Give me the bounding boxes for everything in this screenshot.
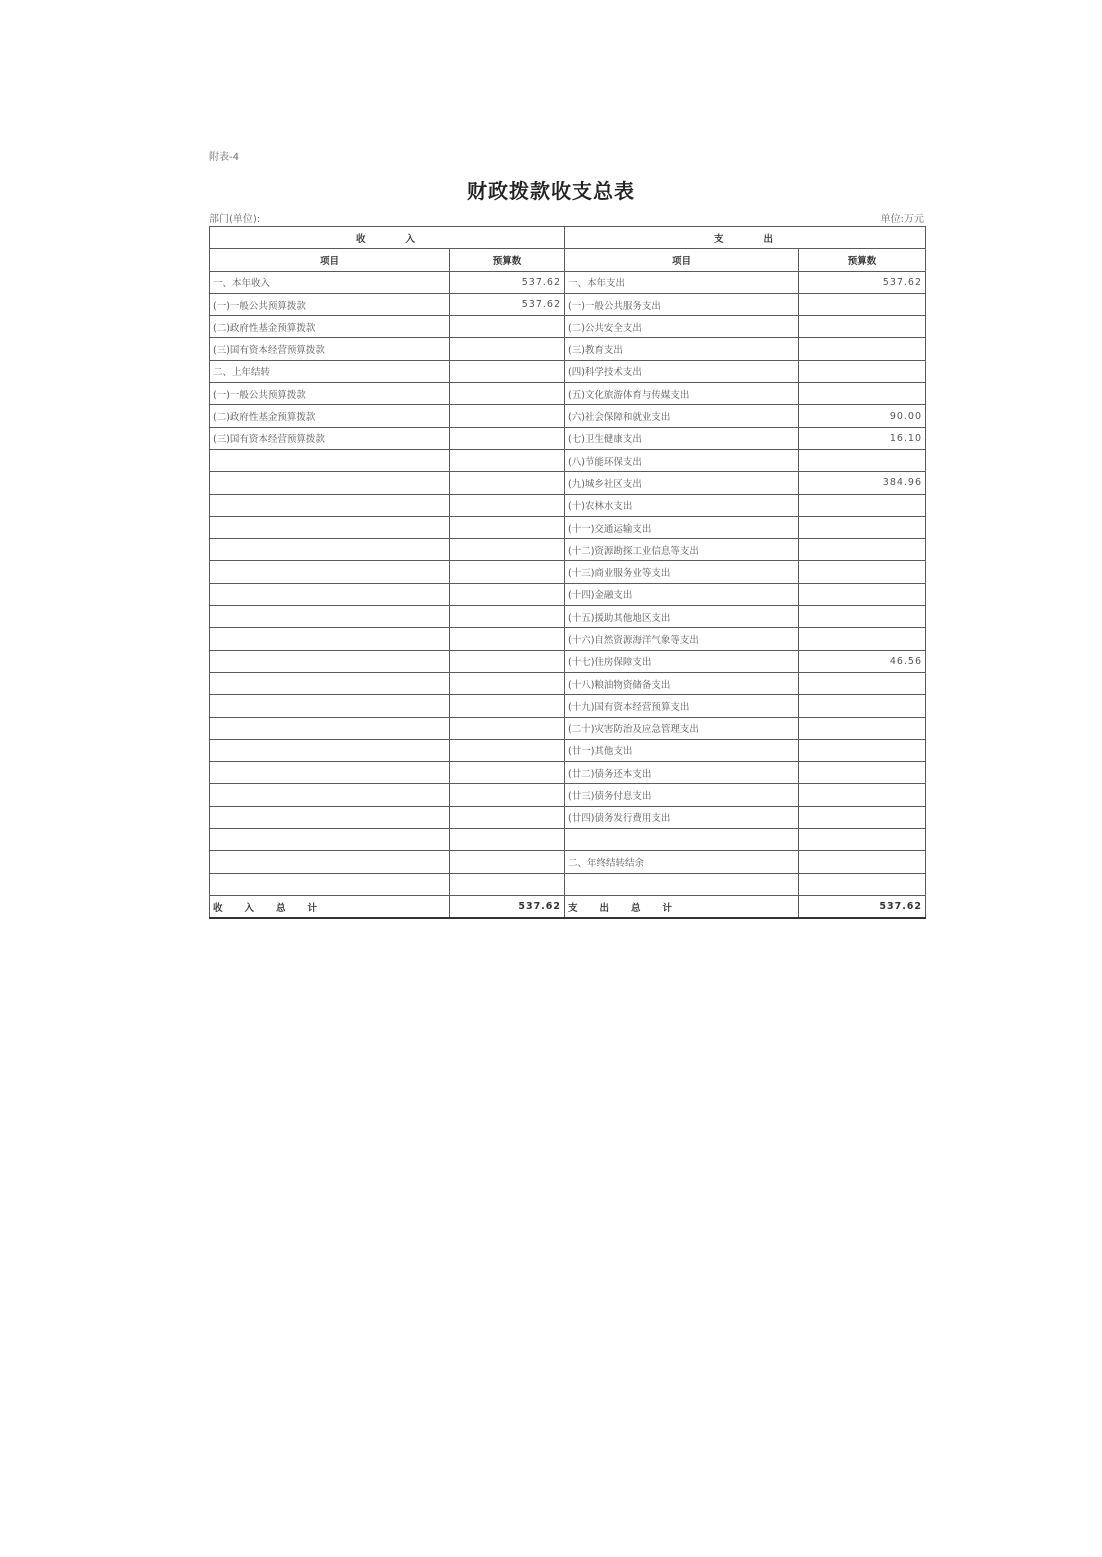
expense-amount-cell — [799, 583, 926, 605]
expense-amount-cell — [799, 539, 926, 561]
income-total-amount: 537.62 — [450, 895, 565, 918]
expense-amount-cell — [799, 672, 926, 694]
expense-amount-cell — [799, 873, 926, 895]
income-total-label: 收入总计 — [210, 895, 450, 918]
table-row — [210, 271, 926, 293]
table-row — [210, 583, 926, 605]
table-row — [210, 472, 926, 494]
table-row — [210, 338, 926, 360]
total-row — [210, 895, 926, 918]
table-row — [210, 494, 926, 516]
table-row — [210, 851, 926, 873]
income-item-cell — [210, 561, 450, 583]
expense-item-cell: (八)节能环保支出 — [565, 449, 799, 471]
expense-item-cell: (一)一般公共服务支出 — [565, 293, 799, 315]
income-item-cell — [210, 784, 450, 806]
expense-item-cell: 一、本年支出 — [565, 271, 799, 293]
expense-amount-cell — [799, 338, 926, 360]
income-item-cell — [210, 829, 450, 851]
income-amount-cell — [450, 695, 565, 717]
expense-amount-cell — [799, 717, 926, 739]
expense-amount-cell — [799, 494, 926, 516]
expense-item-cell: (二)公共安全支出 — [565, 316, 799, 338]
income-amount-cell — [450, 472, 565, 494]
expense-amount-cell — [799, 516, 926, 538]
income-amount-cell — [450, 583, 565, 605]
page-note: 附表-4 — [209, 152, 239, 163]
table-row — [210, 829, 926, 851]
income-amount-cell: 537.62 — [450, 293, 565, 315]
expense-item-cell: (五)文化旅游体育与传媒支出 — [565, 383, 799, 405]
income-amount-cell — [450, 561, 565, 583]
expense-amount-cell: 537.62 — [799, 271, 926, 293]
income-amount-cell — [450, 516, 565, 538]
income-amount-cell — [450, 405, 565, 427]
table-row — [210, 672, 926, 694]
income-amount-cell — [450, 494, 565, 516]
table-row — [210, 316, 926, 338]
income-item-cell — [210, 628, 450, 650]
table-row — [210, 628, 926, 650]
expense-item-cell: (十九)国有资本经营预算支出 — [565, 695, 799, 717]
expense-item-cell — [565, 829, 799, 851]
expense-amount-cell: 384.96 — [799, 472, 926, 494]
income-amount-cell — [450, 851, 565, 873]
expense-item-cell: (十)农林水支出 — [565, 494, 799, 516]
income-item-cell: (三)国有资本经营预算拨款 — [210, 338, 450, 360]
table-row — [210, 762, 926, 784]
income-item-cell — [210, 494, 450, 516]
expense-item-cell: (六)社会保障和就业支出 — [565, 405, 799, 427]
income-item-header: 项目 — [210, 249, 450, 271]
income-amount-cell — [450, 539, 565, 561]
table-row — [210, 650, 926, 672]
expense-amount-cell — [799, 851, 926, 873]
table-row — [210, 717, 926, 739]
column-header-row — [210, 249, 926, 271]
expense-amount-cell — [799, 762, 926, 784]
expense-item-cell: (二十)灾害防治及应急管理支出 — [565, 717, 799, 739]
income-amount-header: 预算数 — [450, 249, 565, 271]
table-row — [210, 784, 926, 806]
table-row — [210, 561, 926, 583]
income-item-cell: 二、上年结转 — [210, 360, 450, 382]
income-item-cell — [210, 806, 450, 828]
expense-item-cell: (十六)自然资源海洋气象等支出 — [565, 628, 799, 650]
income-amount-cell — [450, 672, 565, 694]
income-amount-cell — [450, 739, 565, 761]
table-body — [210, 227, 926, 919]
income-amount-cell — [450, 650, 565, 672]
expense-total-label: 支出总计 — [565, 895, 799, 918]
expense-amount-cell — [799, 383, 926, 405]
expense-amount-cell — [799, 606, 926, 628]
income-amount-cell — [450, 449, 565, 471]
expense-item-header: 项目 — [565, 249, 799, 271]
department-label: 部门(单位): — [209, 214, 261, 225]
income-amount-cell — [450, 360, 565, 382]
income-item-cell: 一、本年收入 — [210, 271, 450, 293]
expense-item-cell: (九)城乡社区支出 — [565, 472, 799, 494]
expense-amount-cell — [799, 829, 926, 851]
income-amount-cell — [450, 717, 565, 739]
income-amount-cell — [450, 873, 565, 895]
income-amount-cell — [450, 784, 565, 806]
income-item-cell — [210, 695, 450, 717]
expense-amount-cell — [799, 316, 926, 338]
expense-amount-cell — [799, 628, 926, 650]
expense-amount-cell — [799, 784, 926, 806]
section-header-row — [210, 227, 926, 249]
expense-amount-cell: 90.00 — [799, 405, 926, 427]
income-amount-cell: 537.62 — [450, 271, 565, 293]
income-item-cell — [210, 583, 450, 605]
income-item-cell — [210, 672, 450, 694]
table-row — [210, 360, 926, 382]
expense-item-cell: (廿三)债务付息支出 — [565, 784, 799, 806]
income-amount-cell — [450, 806, 565, 828]
expense-item-cell: (十七)住房保障支出 — [565, 650, 799, 672]
expense-item-cell: (三)教育支出 — [565, 338, 799, 360]
table-row — [210, 606, 926, 628]
expense-item-cell: (廿四)债务发行费用支出 — [565, 806, 799, 828]
expense-item-cell — [565, 873, 799, 895]
table-row — [210, 739, 926, 761]
income-amount-cell — [450, 427, 565, 449]
expense-amount-cell — [799, 561, 926, 583]
income-item-cell — [210, 650, 450, 672]
table-row — [210, 516, 926, 538]
income-amount-cell — [450, 383, 565, 405]
expense-item-cell: (十八)粮油物资储备支出 — [565, 672, 799, 694]
expense-total-amount: 537.62 — [799, 895, 926, 918]
income-item-cell: (一)一般公共预算拨款 — [210, 383, 450, 405]
expense-amount-cell — [799, 695, 926, 717]
income-item-cell — [210, 606, 450, 628]
income-item-cell: (二)政府性基金预算拨款 — [210, 405, 450, 427]
income-item-cell — [210, 717, 450, 739]
income-item-cell: (三)国有资本经营预算拨款 — [210, 427, 450, 449]
expense-amount-header: 预算数 — [799, 249, 926, 271]
income-item-cell — [210, 739, 450, 761]
income-amount-cell — [450, 829, 565, 851]
income-item-cell — [210, 449, 450, 471]
income-item-cell — [210, 873, 450, 895]
table-row — [210, 427, 926, 449]
table-row — [210, 695, 926, 717]
budget-summary-table — [209, 226, 926, 919]
expense-item-cell: (十二)资源勘探工业信息等支出 — [565, 539, 799, 561]
income-amount-cell — [450, 628, 565, 650]
table-row — [210, 539, 926, 561]
table-row — [210, 873, 926, 895]
expense-amount-cell: 46.56 — [799, 650, 926, 672]
expense-amount-cell — [799, 360, 926, 382]
expense-item-cell: (廿二)债务还本支出 — [565, 762, 799, 784]
table-row — [210, 383, 926, 405]
income-item-cell — [210, 539, 450, 561]
income-amount-cell — [450, 316, 565, 338]
expense-item-cell: (十三)商业服务业等支出 — [565, 561, 799, 583]
income-amount-cell — [450, 606, 565, 628]
expense-item-cell: (四)科学技术支出 — [565, 360, 799, 382]
income-item-cell — [210, 851, 450, 873]
expense-amount-cell — [799, 449, 926, 471]
income-section-header: 收入 — [210, 227, 565, 249]
expense-item-cell: (廿一)其他支出 — [565, 739, 799, 761]
income-item-cell — [210, 472, 450, 494]
expense-amount-cell: 16.10 — [799, 427, 926, 449]
income-item-cell: (二)政府性基金预算拨款 — [210, 316, 450, 338]
expense-section-header: 支出 — [565, 227, 926, 249]
expense-item-cell: (十四)金融支出 — [565, 583, 799, 605]
income-amount-cell — [450, 338, 565, 360]
expense-amount-cell — [799, 806, 926, 828]
page-title: 财政拨款收支总表 — [467, 179, 635, 203]
expense-item-cell: (十五)援助其他地区支出 — [565, 606, 799, 628]
unit-label: 单位:万元 — [880, 214, 924, 225]
table-row — [210, 449, 926, 471]
expense-item-cell: (七)卫生健康支出 — [565, 427, 799, 449]
expense-amount-cell — [799, 739, 926, 761]
expense-amount-cell — [799, 293, 926, 315]
expense-item-cell: (十一)交通运输支出 — [565, 516, 799, 538]
expense-item-cell: 二、年终结转结余 — [565, 851, 799, 873]
income-item-cell: (一)一般公共预算拨款 — [210, 293, 450, 315]
table-row — [210, 293, 926, 315]
table-row — [210, 405, 926, 427]
income-item-cell — [210, 516, 450, 538]
income-amount-cell — [450, 762, 565, 784]
income-item-cell — [210, 762, 450, 784]
table-row — [210, 806, 926, 828]
